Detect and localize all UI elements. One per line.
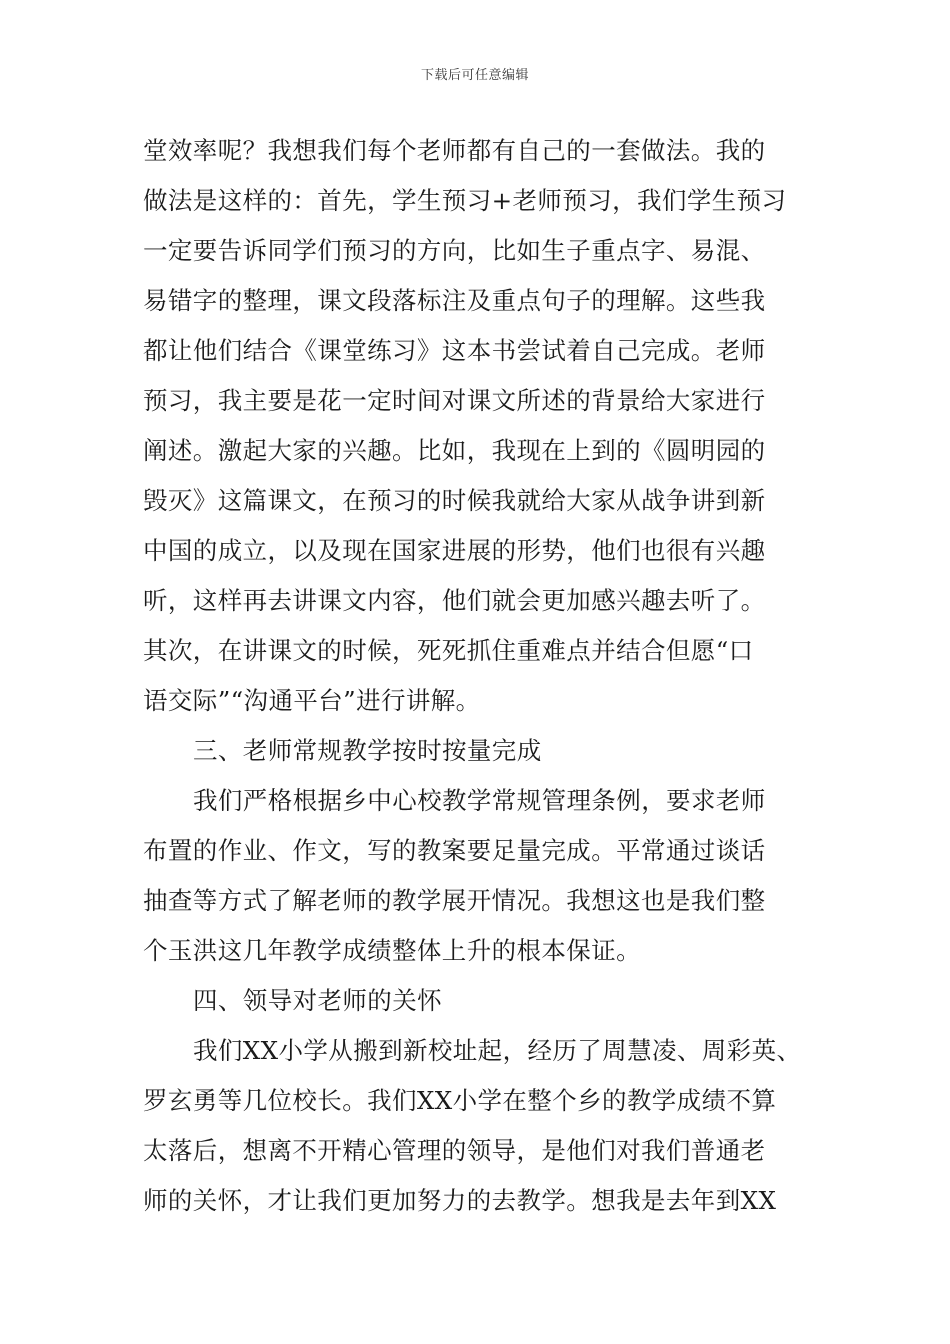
text-line: 抽查等方式了解老师的教学展开情况。我想这也是我们整 — [143, 886, 766, 915]
text-line: 中国的成立，以及现在国家进展的形势，他们也很有兴趣 — [143, 536, 766, 565]
section-heading: 四、领导对老师的关怀 — [193, 986, 442, 1015]
text-line: 易错字的整理，课文段落标注及重点句子的理解。这些我 — [143, 286, 766, 315]
text-line: 听，这样再去讲课文内容，他们就会更加感兴趣去听了。 — [143, 586, 766, 615]
section-heading: 三、老师常规教学按时按量完成 — [193, 736, 542, 765]
text-line: 一定要告诉同学们预习的方向，比如生子重点字、易混、 — [143, 236, 766, 265]
text-line: 阐述。激起大家的兴趣。比如，我现在上到的《圆明园的 — [143, 436, 766, 465]
text-line: 毁灭》这篇课文，在预习的时候我就给大家从战争讲到新 — [143, 486, 766, 515]
text-line: 我们严格根据乡中心校教学常规管理条例，要求老师 — [193, 786, 766, 815]
text-line: 太落后，想离不开精心管理的领导，是他们对我们普通老 — [143, 1136, 766, 1165]
text-line: 预习，我主要是花一定时间对课文所述的背景给大家进行 — [143, 386, 766, 415]
text-line: 我们XX小学从搬到新校址起，经历了周慧凌、周彩英、 — [193, 1036, 802, 1065]
text-line: 师的关怀，才让我们更加努力的去教学。想我是去年到XX — [143, 1186, 777, 1215]
text-line: 做法是这样的：首先，学生预习+老师预习，我们学生预习 — [143, 186, 787, 215]
text-line: 都让他们结合《课堂练习》这本书尝试着自己完成。老师 — [143, 336, 766, 365]
body-text — [143, 126, 823, 1226]
header-note: 下载后可任意编辑 — [420, 68, 529, 83]
text-line: 布置的作业、作文，写的教案要足量完成。平常通过谈话 — [143, 836, 766, 865]
text-line: 罗玄勇等几位校长。我们XX小学在整个乡的教学成绩不算 — [143, 1086, 777, 1115]
text-line: 堂效率呢？我想我们每个老师都有自己的一套做法。我的 — [143, 136, 766, 165]
text-line: 个玉洪这几年教学成绩整体上升的根本保证。 — [143, 936, 641, 965]
text-line: 语交际”“沟通平台”进行讲解。 — [143, 686, 481, 715]
text-line: 其次，在讲课文的时候，死死抓住重难点并结合但愿“口 — [143, 636, 754, 665]
